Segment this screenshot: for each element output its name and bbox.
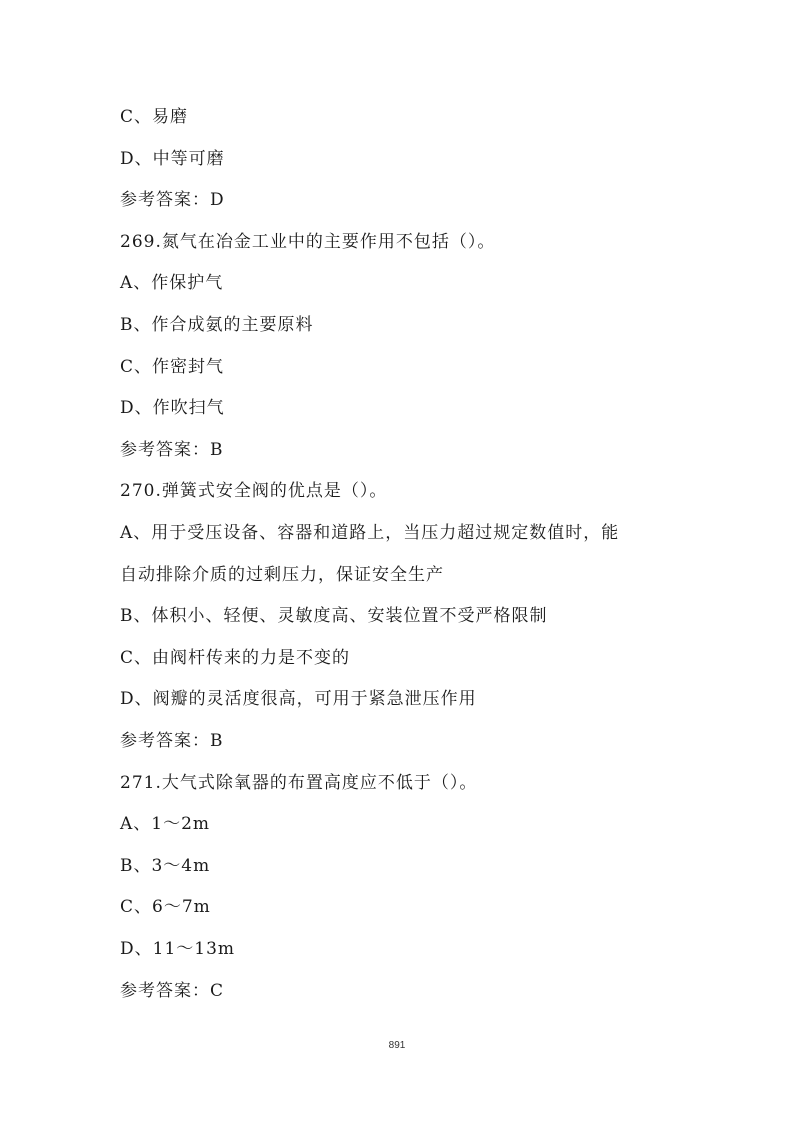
q271-option-b: B、3～4m	[120, 856, 211, 876]
q270-option-a-continued: 自动排除介质的过剩压力，保证安全生产	[120, 565, 444, 585]
q270-option-b: B、体积小、轻便、灵敏度高、安装位置不受严格限制	[120, 606, 548, 626]
q269-option-a: A、作保护气	[120, 273, 224, 293]
q268-answer: 参考答案：D	[120, 190, 225, 210]
page-number: 891	[388, 1040, 406, 1051]
q270-option-a: A、用于受压设备、容器和道路上，当压力超过规定数值时，能	[120, 523, 620, 543]
q269-question: 269.氮气在冶金工业中的主要作用不包括（）。	[120, 232, 496, 252]
q270-option-d: D、阀瓣的灵活度很高，可用于紧急泄压作用	[120, 689, 477, 709]
q268-option-c: C、易磨	[120, 107, 189, 127]
q269-answer: 参考答案：B	[120, 440, 224, 460]
q270-answer: 参考答案：B	[120, 731, 224, 751]
q269-option-c: C、作密封气	[120, 357, 225, 377]
q270-question: 270.弹簧式安全阀的优点是（）。	[120, 481, 388, 501]
q270-option-c: C、由阀杆传来的力是不变的	[120, 648, 351, 668]
q271-question: 271.大气式除氧器的布置高度应不低于（）。	[120, 773, 478, 793]
q269-option-b: B、作合成氨的主要原料	[120, 315, 314, 335]
q268-option-d: D、中等可磨	[120, 149, 225, 169]
q271-answer: 参考答案：C	[120, 981, 225, 1001]
q271-option-c: C、6～7m	[120, 897, 211, 917]
q271-option-d: D、11～13m	[120, 939, 236, 959]
q269-option-d: D、作吹扫气	[120, 398, 225, 418]
q271-option-a: A、1～2m	[120, 814, 211, 834]
